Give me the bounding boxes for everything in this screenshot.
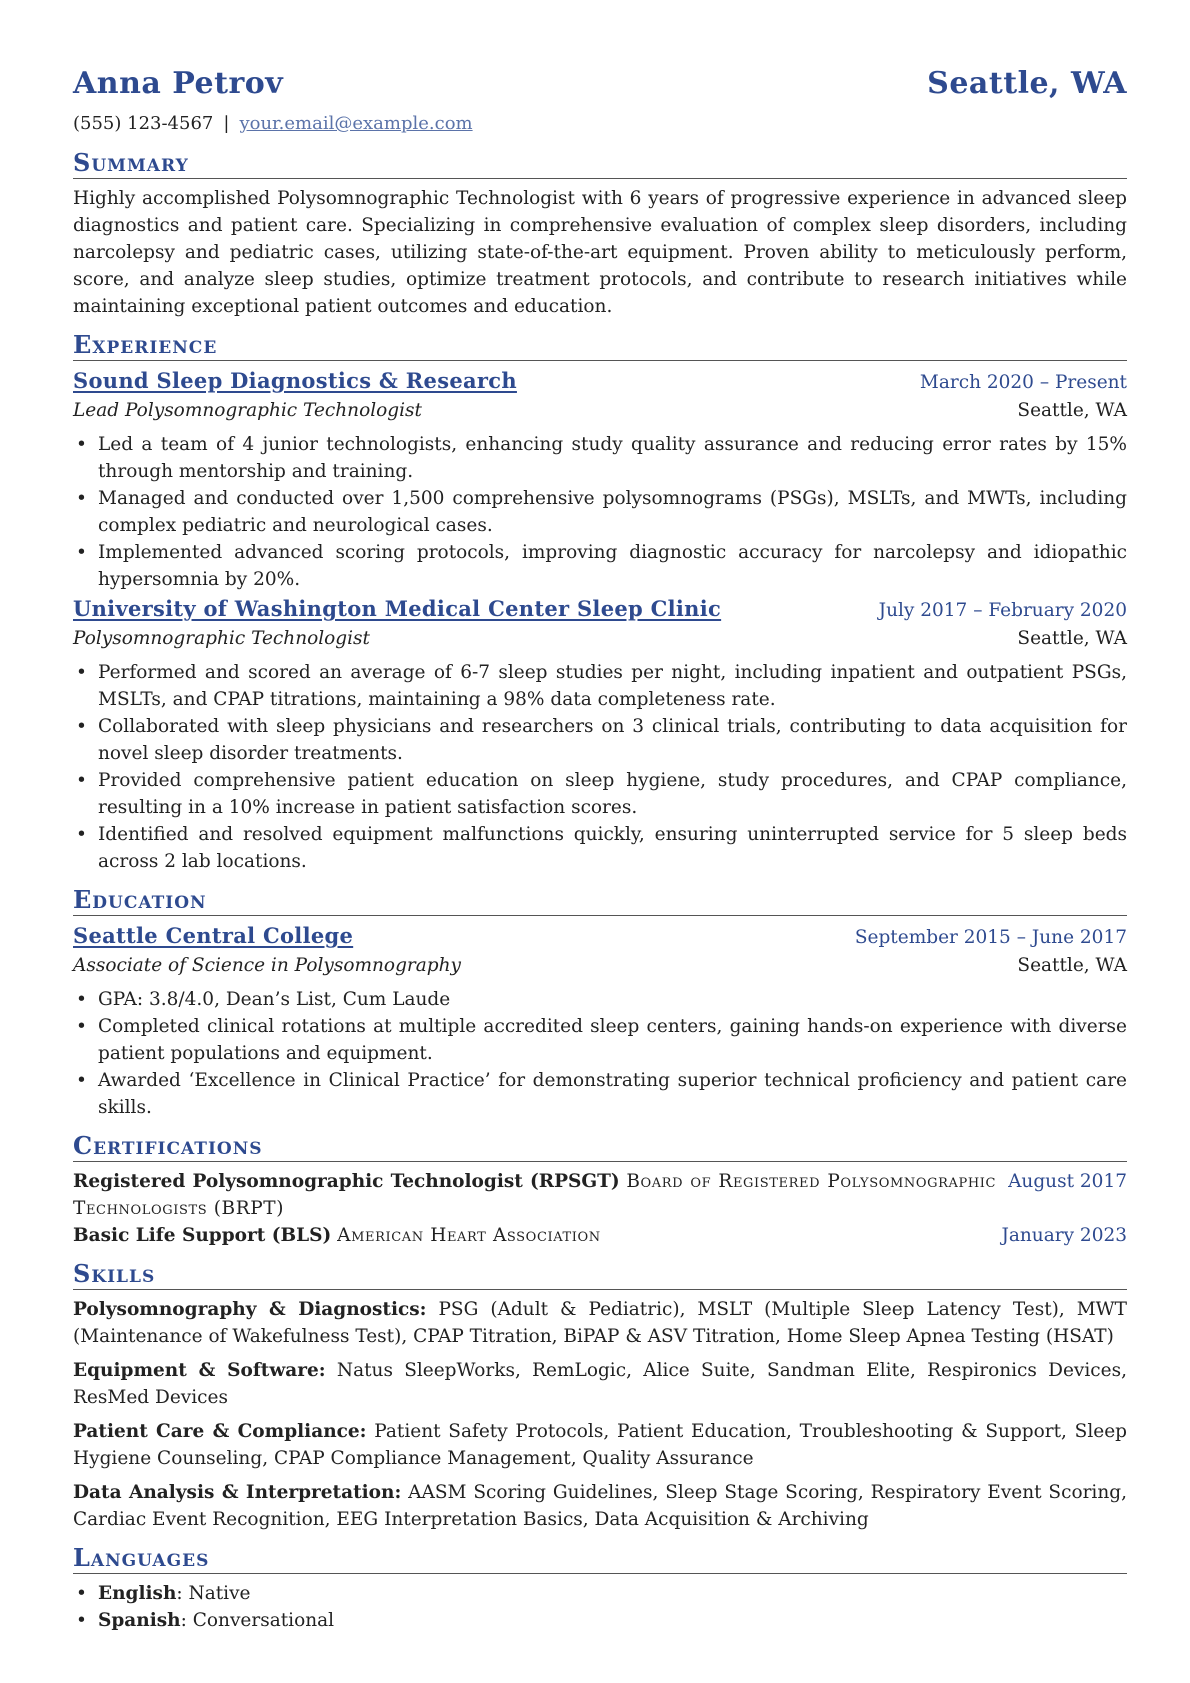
skill-category: Equipment & Software: [73,1360,326,1381]
language-name: English [98,1583,177,1604]
summary-text: Highly accomplished Polysomnographic Technologist with 6 years of progressive experience in advanced sleep diagnostics and patient care. Specializing in comprehensive evaluation of complex sleep disorders, including narcolepsy and pediatric cases, utilizing state-of-the-art equipment. Proven ability to meticulously perform, score, and analyze sleep studies, optimize treatment protocols, and contribute to research initiatives while maintaining exceptional patient outcomes and education. [73,188,1127,317]
list-item: • GPA: 3.8/4.0, Dean’s List, Cum Laude [98,986,1127,1013]
list-item [98,1607,1127,1634]
job-bullets [73,431,1127,593]
section-title-certifications: Certifications [73,1131,1127,1162]
skill-group [73,1296,1127,1350]
certifications-section [73,1131,1127,1249]
skill-list: AASM Scoring Guidelines, Sleep Stage Scoring, Respiratory Event Scoring, Cardiac Event Recognition, EEG Interpretation Basics, Data Acquisition & Archiving [73,1482,1127,1530]
skill-category: Polysomnography & Diagnostics: [73,1299,427,1320]
degree-name: Associate of Science in Polysomnography [73,955,461,976]
list-item: • Managed and conducted over 1,500 comprehensive polysomnograms (PSGs), MSLTs, and MWTs, including complex pediatric and neurological cases. [98,485,1127,539]
certification-item [73,1222,1127,1249]
list-item: • Provided comprehensive patient education on sleep hygiene, study procedures, and CPAP compliance, resulting in a 10% increase in patient satisfaction scores. [98,767,1127,821]
language-level: : Conversational [180,1610,335,1631]
contact-separator: | [223,113,230,134]
education-dates: September 2015 – June 2017 [854,927,1127,948]
school-location: Seattle, WA [1017,955,1127,976]
employer-name[interactable]: University of Washington Medical Center Sleep Clinic [73,596,722,621]
skill-category: Patient Care & Compliance: [73,1421,367,1442]
list-item [98,1580,1127,1607]
job-location: Seattle, WA [1017,628,1127,649]
skills-section [73,1259,1127,1533]
list-item: • Completed clinical rotations at multiple accredited sleep centers, gaining hands-on experience with diverse patient populations and equipment. [98,1013,1127,1067]
job-dates: July 2017 – February 2020 [878,600,1127,621]
certification-name: Registered Polysomnographic Technologist (RPSGT) [73,1171,620,1192]
skill-category: Data Analysis & Interpretation: [73,1482,402,1503]
job-location: Seattle, WA [1017,400,1127,421]
skill-list: Natus SleepWorks, RemLogic, Alice Suite, Sandman Elite, Respironics Devices, ResMed Devices [73,1360,1127,1408]
job-entry [73,595,1127,875]
phone-number: (555) 123-4567 [73,113,214,134]
section-title-skills: Skills [73,1259,1127,1290]
list-item: • Performed and scored an average of 6-7 sleep studies per night, including inpatient and outpatient PSGs, MSLTs, and CPAP titrations, maintaining a 98% data completeness rate. [98,659,1127,713]
list-item: • Implemented advanced scoring protocols, improving diagnostic accuracy for narcolepsy and idiopathic hypersomnia by 20%. [98,539,1127,593]
language-level: : Native [176,1583,251,1604]
section-title-summary: Summary [73,148,1127,179]
employer-name[interactable]: Sound Sleep Diagnostics & Research [73,368,517,393]
skill-list: PSG (Adult & Pediatric), MSLT (Multiple Sleep Latency Test), MWT (Maintenance of Wakefulness Test), CPAP Titration, BiPAP & ASV Titration, Home Sleep Apnea Testing (HSAT) [73,1299,1127,1347]
job-bullets [73,659,1127,875]
certification-name: Basic Life Support (BLS) [73,1225,332,1246]
experience-section [73,330,1127,875]
certification-item [73,1168,1127,1222]
job-entry [73,367,1127,593]
section-title-experience: Experience [73,330,1127,361]
languages-list [73,1580,1127,1634]
skill-group [73,1418,1127,1472]
section-title-languages: Languages [73,1543,1127,1574]
certification-date: January 2023 [1001,1225,1127,1246]
email-link[interactable]: your.email@example.com [239,113,473,134]
resume-page [73,60,1127,1636]
list-item: • Led a team of 4 junior technologists, enhancing study quality assurance and reducing error rates by 15% through mentorship and training. [98,431,1127,485]
resume-header [73,60,1127,108]
skill-group [73,1479,1127,1533]
certification-issuer: Board of Registered Polysomnographic Technologists (BRPT) [73,1171,997,1219]
education-section [73,885,1127,1121]
candidate-location: Seattle, WA [927,66,1127,101]
job-title: Lead Polysomnographic Technologist [73,400,422,421]
certification-date: August 2017 [1008,1171,1127,1192]
education-bullets [73,986,1127,1121]
skill-list: Patient Safety Protocols, Patient Education, Troubleshooting & Support, Sleep Hygiene Counseling, CPAP Compliance Management, Quality Assurance [73,1421,1127,1469]
skill-group [73,1357,1127,1411]
contact-line [73,110,1127,138]
summary-section [73,148,1127,320]
language-name: Spanish [98,1610,181,1631]
certification-issuer: American Heart Association [337,1225,601,1246]
job-title: Polysomnographic Technologist [73,628,370,649]
school-name[interactable]: Seattle Central College [73,923,354,948]
list-item: • Collaborated with sleep physicians and researchers on 3 clinical trials, contributing to data acquisition for novel sleep disorder treatments. [98,713,1127,767]
job-dates: March 2020 – Present [919,372,1127,393]
languages-section [73,1543,1127,1634]
candidate-name: Anna Petrov [73,66,284,101]
list-item: • Awarded ‘Excellence in Clinical Practice’ for demonstrating superior technical proficiency and patient care skills. [98,1067,1127,1121]
list-item: • Identified and resolved equipment malfunctions quickly, ensuring uninterrupted service for 5 sleep beds across 2 lab locations. [98,821,1127,875]
section-title-education: Education [73,885,1127,916]
